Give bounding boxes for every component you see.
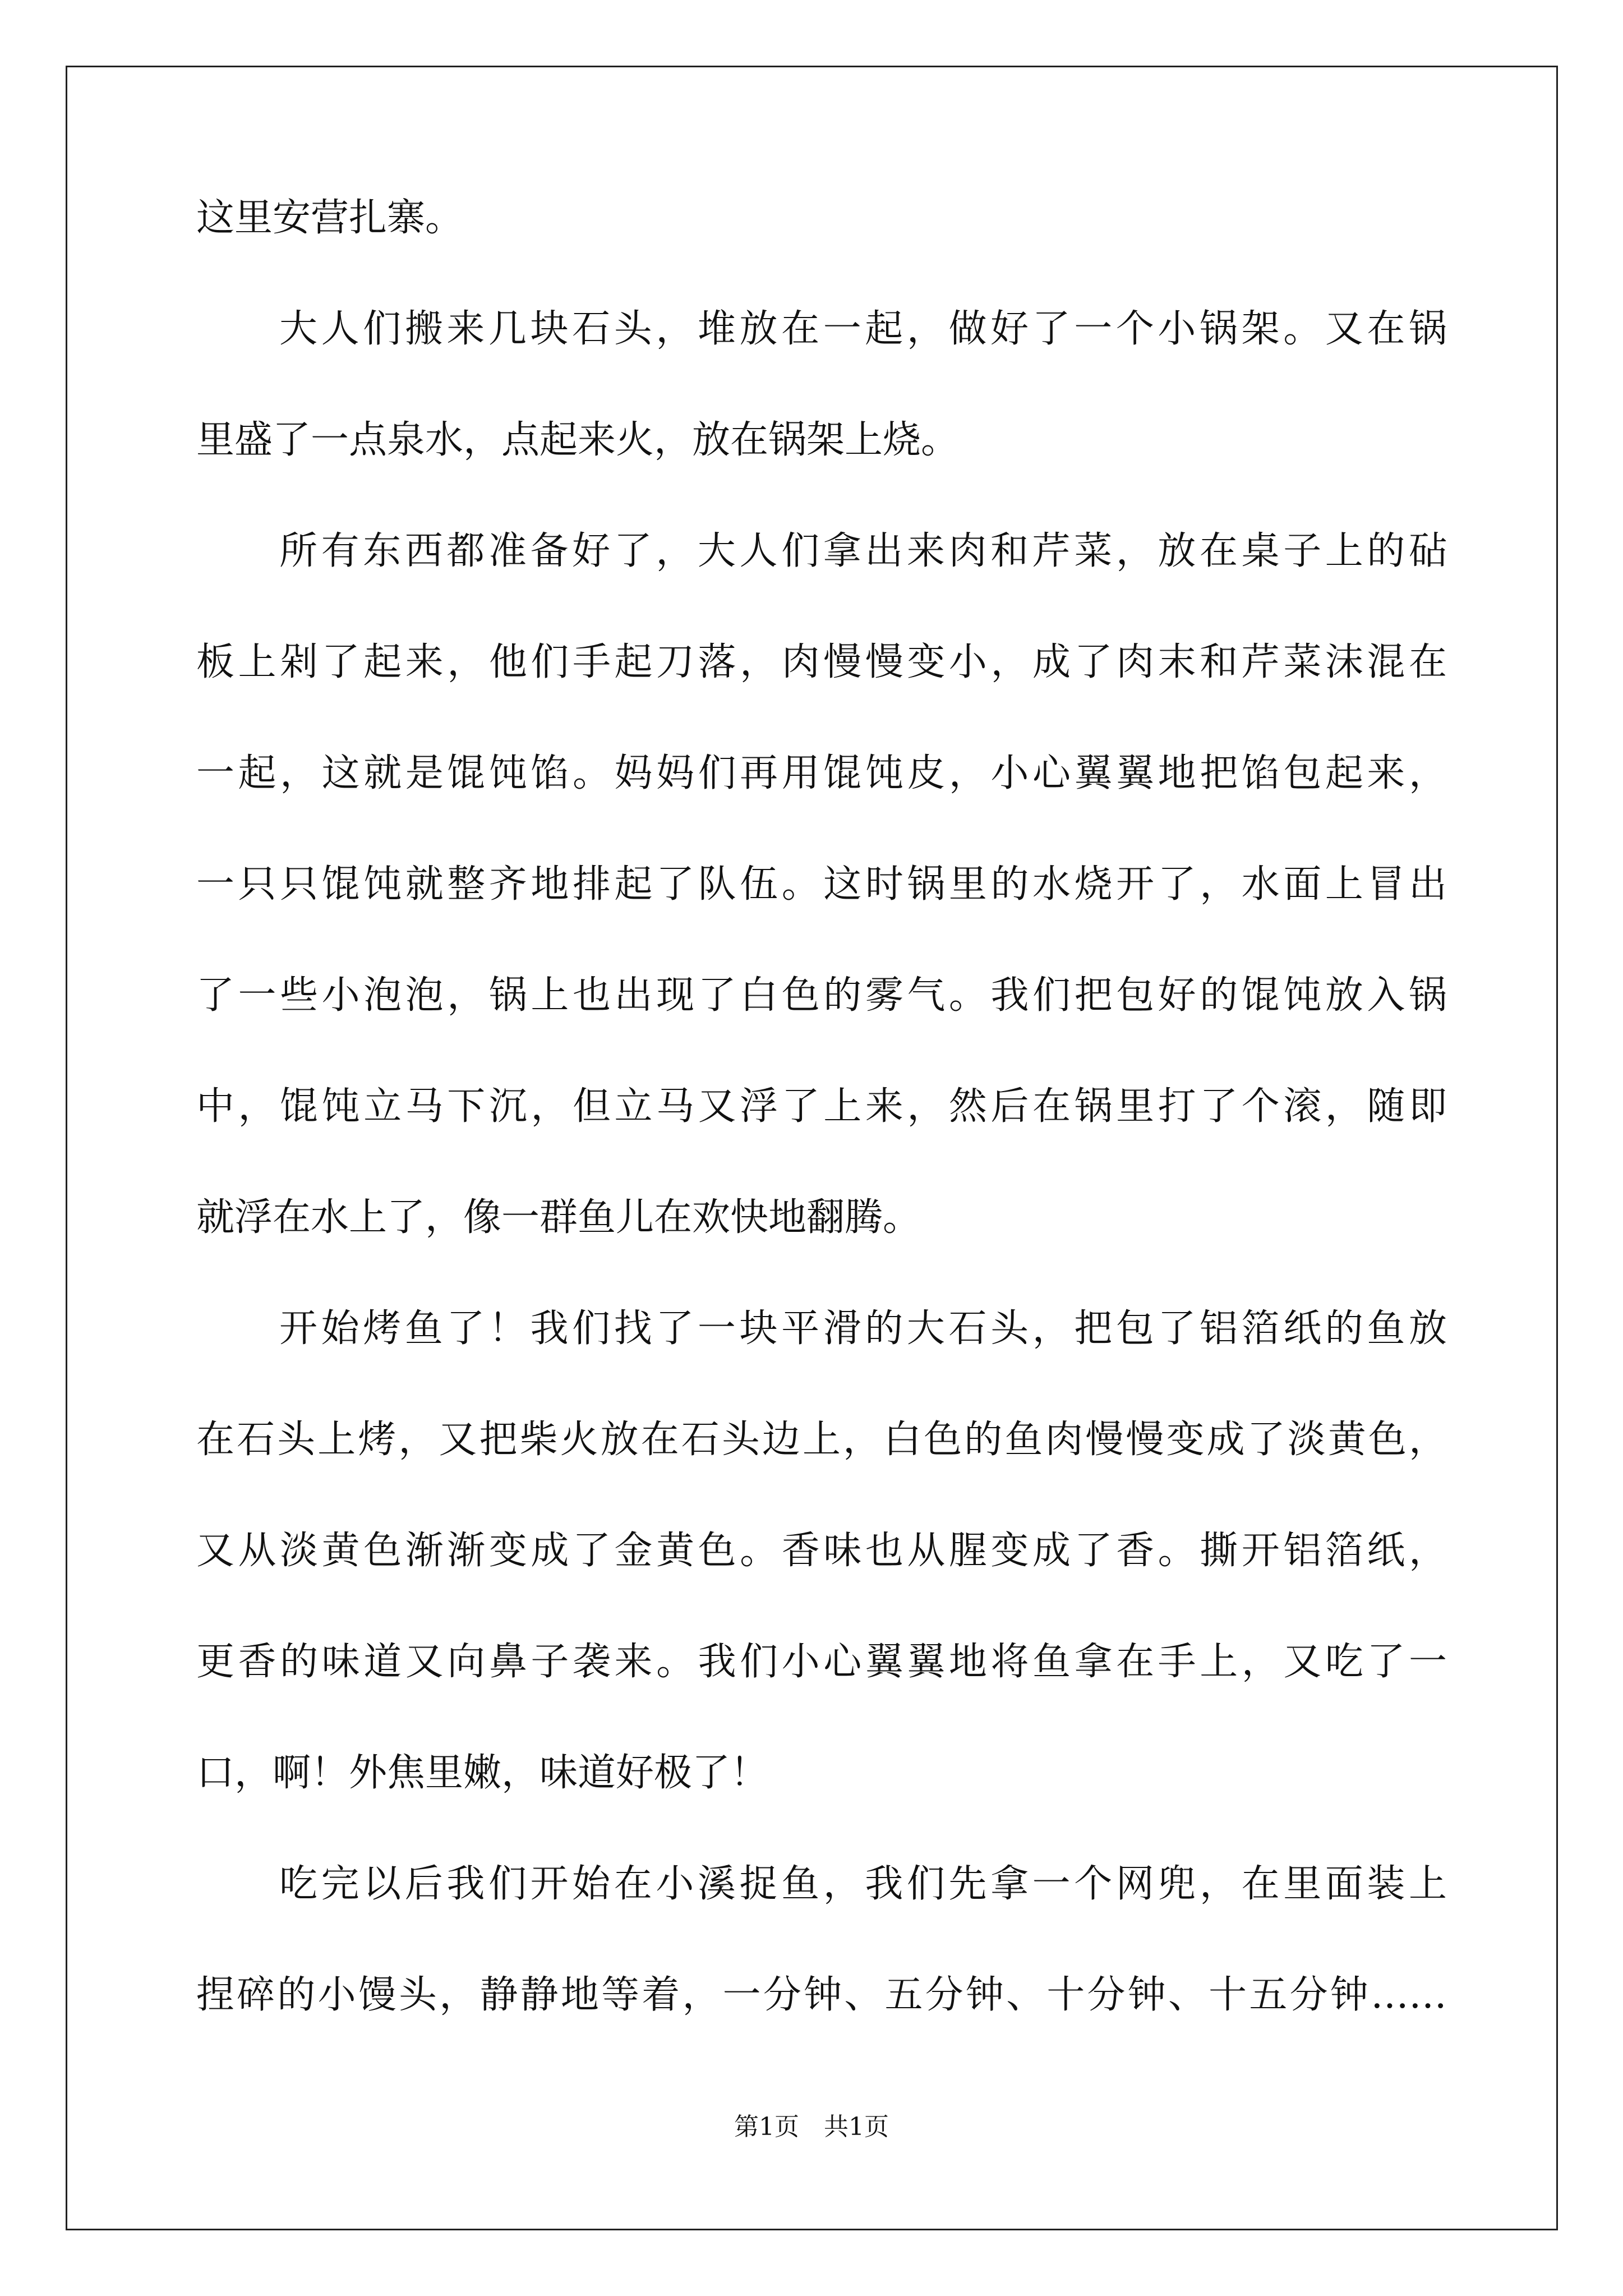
text-line: 一起，这就是馄饨馅。妈妈们再用馄饨皮，小心翼翼地把馅包起来， xyxy=(196,751,1447,795)
text-line: 又从淡黄色渐渐变成了金黄色。香味也从腥变成了香。撕开铝箔纸， xyxy=(196,1529,1447,1573)
text-line: 这里安营扎寨。 xyxy=(196,196,464,240)
text-line: 所有东西都准备好了，大人们拿出来肉和芹菜，放在桌子上的砧 xyxy=(279,529,1447,573)
text-line: 口，啊！外焦里嫩，味道好极了！ xyxy=(196,1751,769,1795)
text-line: 中，馄饨立马下沉，但立马又浮了上来，然后在锅里打了个滚，随即 xyxy=(196,1084,1447,1129)
text-line: 更香的味道又向鼻子袭来。我们小心翼翼地将鱼拿在手上，又吃了一 xyxy=(196,1640,1447,1684)
text-line: 板上剁了起来，他们手起刀落，肉慢慢变小，成了肉末和芹菜沫混在 xyxy=(196,640,1447,684)
text-line: 就浮在水上了，像一群鱼儿在欢快地翻腾。 xyxy=(196,1195,921,1240)
text-line: 里盛了一点泉水，点起来火，放在锅架上烧。 xyxy=(196,418,960,462)
text-line: 开始烤鱼了！我们找了一块平滑的大石头，把包了铝箔纸的鱼放 xyxy=(279,1306,1447,1351)
text-line: 在石头上烤，又把柴火放在石头边上，白色的鱼肉慢慢变成了淡黄色， xyxy=(196,1418,1447,1462)
text-line: 大人们搬来几块石头，堆放在一起，做好了一个小锅架。又在锅 xyxy=(279,307,1447,351)
page-number-footer: 第1页 共1页 xyxy=(734,2113,889,2141)
text-line: 吃完以后我们开始在小溪捉鱼，我们先拿一个网兜，在里面装上 xyxy=(279,1862,1447,1906)
text-line: 一只只馄饨就整齐地排起了队伍。这时锅里的水烧开了，水面上冒出 xyxy=(196,862,1447,907)
text-line: 了一些小泡泡，锅上也出现了白色的雾气。我们把包好的馄饨放入锅 xyxy=(196,973,1447,1018)
document-body xyxy=(196,196,1447,2087)
text-line: 捏碎的小馒头，静静地等着，一分钟、五分钟、十分钟、十五分钟…… xyxy=(196,1973,1447,2017)
